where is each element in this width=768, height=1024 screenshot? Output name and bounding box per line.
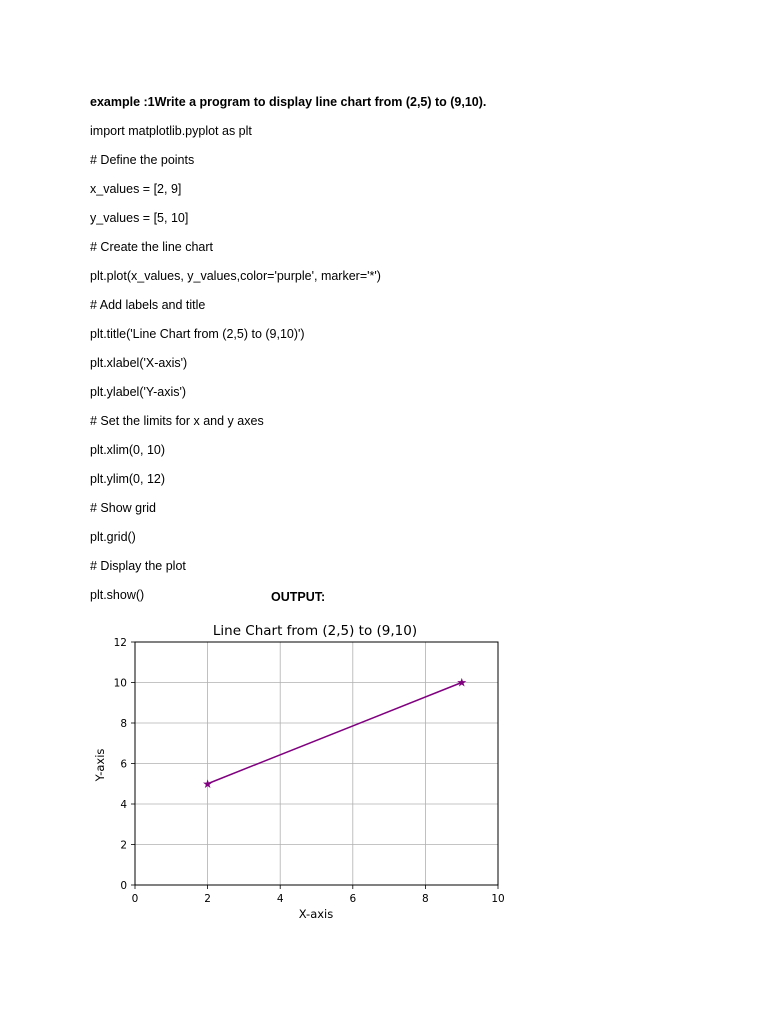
- code-line: plt.grid(): [90, 530, 136, 544]
- code-line: # Show grid: [90, 501, 157, 515]
- code-line: # Add labels and title: [90, 298, 206, 312]
- x-tick-label: 2: [204, 893, 211, 905]
- y-tick-label: 2: [120, 839, 127, 852]
- chart-title: Line Chart from (2,5) to (9,10): [212, 623, 418, 639]
- chart-grid: [135, 642, 498, 885]
- code-line: plt.plot(x_values, y_values,color='purple', marker='*'): [90, 269, 381, 283]
- data-series: [202, 676, 467, 791]
- code-line: # Display the plot: [90, 559, 186, 573]
- x-tick-label: 10: [491, 893, 505, 905]
- output-label: OUTPUT:: [271, 590, 326, 604]
- code-line: plt.title('Line Chart from (2,5) to (9,10)'): [90, 327, 305, 341]
- x-tick-label: 0: [131, 893, 139, 905]
- x-tick-label: 8: [422, 893, 429, 905]
- y-tick-label: 10: [113, 677, 127, 690]
- code-line: # Create the line chart: [90, 240, 213, 254]
- example-heading: example :1Write a program to display line chart from (2,5) to (9,10).: [90, 95, 487, 109]
- y-tick-label: 4: [120, 799, 127, 811]
- y-tick-label: 8: [120, 718, 127, 730]
- code-line: y_values = [5, 10]: [90, 211, 189, 225]
- y-tick-label: 6: [120, 758, 127, 771]
- line-chart: [88, 615, 518, 930]
- code-line: # Define the points: [90, 153, 195, 167]
- y-axis-label: Y-axis: [93, 748, 107, 782]
- code-line: # Set the limits for x and y axes: [90, 414, 264, 428]
- code-line: x_values = [2, 9]: [90, 182, 182, 196]
- x-tick-label: 4: [276, 893, 284, 905]
- axis-ticks: [114, 637, 505, 905]
- y-tick-label: 0: [120, 880, 127, 892]
- code-line: plt.show(): [90, 588, 145, 602]
- series-line: [208, 683, 462, 784]
- data-point-marker: ★: [202, 776, 213, 791]
- code-line: plt.ylim(0, 12): [90, 472, 166, 486]
- code-line: import matplotlib.pyplot as plt: [90, 124, 252, 138]
- x-tick-label: 6: [349, 893, 357, 905]
- code-line: plt.xlabel('X-axis'): [90, 356, 188, 370]
- y-tick-label: 12: [113, 637, 127, 649]
- code-line: plt.xlim(0, 10): [90, 443, 166, 457]
- data-point-marker: ★: [456, 675, 468, 690]
- x-axis-label: X-axis: [298, 907, 334, 921]
- code-line: plt.ylabel('Y-axis'): [90, 385, 187, 399]
